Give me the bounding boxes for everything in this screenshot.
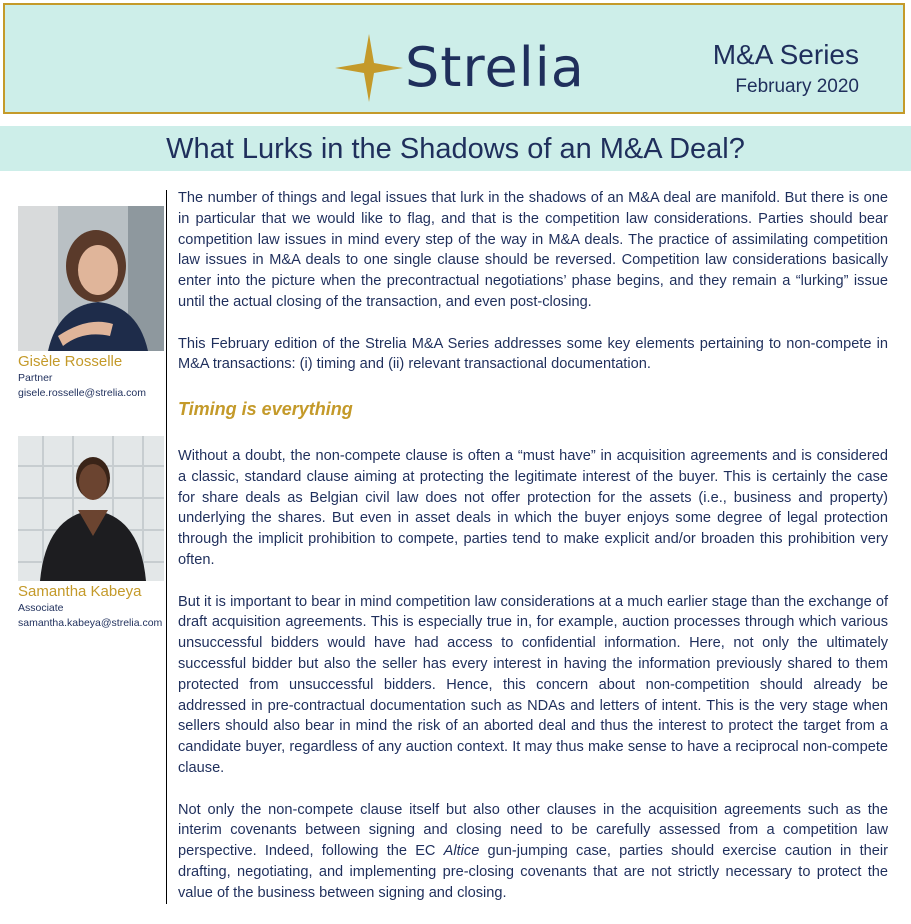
page-title: What Lurks in the Shadows of an M&A Deal? [166, 133, 745, 165]
paragraph: This February edition of the Strelia M&A Series addresses some key elements pertaining to non-compete in M&A transactions: (i) timing and (ii) relevant transactional documentation. [178, 335, 888, 373]
author-name: Samantha Kabeya [18, 583, 142, 600]
header-band [3, 3, 905, 114]
paragraph [178, 800, 888, 904]
case-name: Altice [443, 843, 480, 860]
paragraph: The number of things and legal issues that lurk in the shadows of an M&A deal are manifold. But there is one in particular that we would like to flag, and that is the competition law considerations. Parties should bear competition law issues in mind every step of the way in M&A deals. The practice of assimilating competition law issues in M&A deals to one single clause should be reversed. Competition law considerations basically enter into the picture when the precontractual negotiations’ phase begins, and they remain a “lurking” issue until the actual closing of the transaction, and even post-closing. [178, 190, 888, 310]
series-info [713, 38, 859, 102]
strelia-logo [335, 33, 585, 103]
star-icon [335, 34, 403, 102]
series-title: M&A Series [712, 39, 859, 70]
paragraph: Without a doubt, the non-compete clause is often a “must have” in acquisition agreements and is considered a classic, standard clause aiming at protecting the legitimate interest of the buyer. This is certainly the case for share deals as Belgian civil law does not offer protection for the assets (i.e., business and property) underlying the shares. But even in asset deals in which the buyer enjoys some degree of legal protection through the implicit prohibition to compete, parties tend to make explicit and/or broaden this prohibition very often. [178, 447, 888, 568]
series-date: February 2020 [735, 76, 859, 97]
section-heading: Timing is everything [178, 398, 353, 419]
author-name: Gisèle Rosselle [18, 353, 123, 370]
author-role: Partner [18, 372, 53, 384]
author-photo [18, 436, 164, 581]
paragraph-text: Not only the non-compete clause itself but also other clauses in the acquisition agreements such as the interim covenants between signing and closing need to be carefully assessed from a competition law perspective. Indeed, following the EC [178, 801, 888, 860]
brand-name: Strelia [405, 36, 585, 99]
author-card [18, 206, 164, 401]
paragraph: But it is important to bear in mind competition law considerations at a much earlier stage than the exchange of draft acquisition agreements. This is especially true in, for example, auction processes through which various unsuccessful bidders would have had access to confidential information. Here, not only the ultimately successful bidder but also the seller has every interest in having the information previously shared to them protected from unsuccessful bidders. Hence, this concern about non-competition should already be addressed in pre-contractual documentation such as NDAs and letters of intent. This is the very stage when sellers should also bear in mind the risk of an aborted deal and thus the interest to protect the target from a candidate buyer, regardless of any auction context. It may thus make sense to have a reciprocal non-compete clause. [178, 593, 888, 776]
author-role: Associate [18, 602, 64, 614]
title-band [0, 126, 911, 171]
column-divider [166, 190, 167, 904]
author-photo [18, 206, 164, 351]
article-body [178, 188, 888, 924]
author-email[interactable]: gisele.rosselle@strelia.com [18, 387, 146, 399]
author-email[interactable]: samantha.kabeya@strelia.com [18, 617, 163, 629]
paragraph-text: gun-jumping case, parties should exercise caution in their drafting, negotiating, and implementing pre-closing covenants that are not strictly necessary to protect the value of the business between signing and closing. [178, 843, 888, 901]
author-card [18, 436, 164, 631]
